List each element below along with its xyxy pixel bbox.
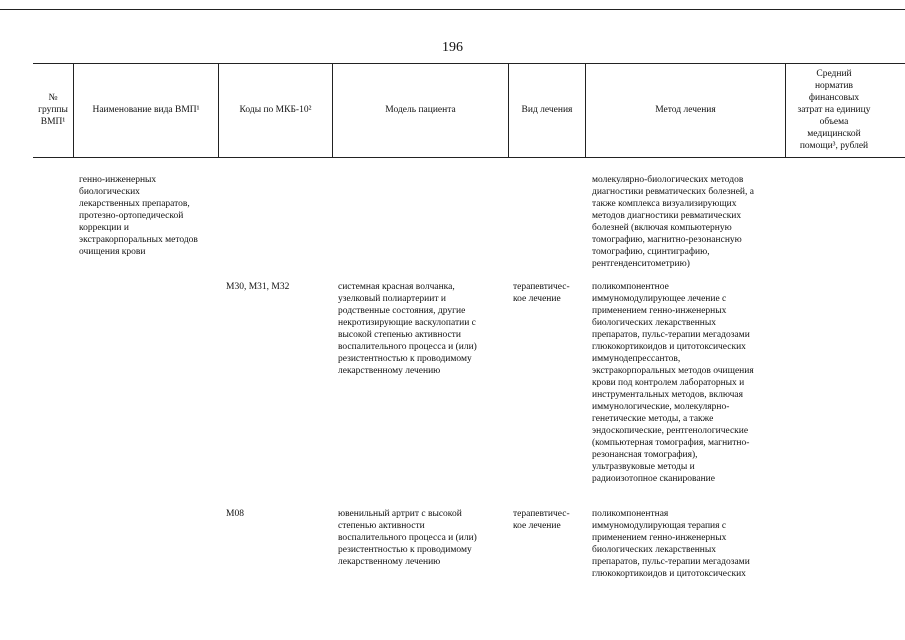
treatment-method-cell: молекулярно-биологических методов диагностики ревматических болезней, а также комплекса визуализирующих методов диагностики ревматических болезней (включая компьютерную томографию, магнитно-резонансную томографию, сцинтиграфию, рентгенденситометрию): [592, 175, 754, 269]
header-icd-codes: Коды по МКБ-10²: [239, 105, 312, 115]
icd-codes-cell: M08: [226, 509, 244, 519]
header-vmp-name: Наименование вида ВМП¹: [92, 105, 200, 115]
header-treatment-method: Метод лечения: [655, 105, 716, 115]
vmp-name-cell: генно-инженерных биологических лекарственных препаратов, протезно-ортопедической коррекции и экстракорпоральных методов очищения крови: [79, 175, 198, 257]
header-bottom-border: [33, 157, 905, 158]
patient-model-cell: ювенильный артрит с высокой степенью активности воспалительного процесса и (или) резистентностью к проводимому лекарственному лечению: [338, 509, 477, 567]
patient-model-cell: системная красная волчанка, узелковый полиартериит и родственные состояния, другие некротизирующие васкулопатии с высокой степенью активности воспалительного процесса и (или) резистентностью к проводимому лекарственному лечению: [338, 282, 477, 376]
header-group-number: № группы ВМП¹: [38, 93, 68, 127]
header-patient-model: Модель пациента: [385, 105, 456, 115]
treatment-method-cell: поликомпонентное иммуномодулирующее лечение с применением генно-инженерных биологических лекарственных препаратов, пульс-терапии мегадозами глюкокортикоидов и цитотоксических иммунодепрессантов, экстракорпоральных методов очищения крови под контролем лабораторных и инструментальных методов, включая иммунологические, молекулярно- генетические методы, а также эндоскопические, рентгенологические (компьютерная томография, магнитно- резонансная томография), ультразвуковые методы и радиоизотопное сканирование: [592, 282, 754, 484]
header-average-cost: Средний норматив финансовых затрат на единицу объема медицинской помощи³, рублей: [797, 69, 871, 151]
icd-codes-cell: M30, M31, M32: [226, 282, 290, 292]
treatment-method-cell: поликомпонентная иммуномодулирующая терапия с применением генно-инженерных биологических лекарственных препаратов, пульс-терапии мегадозами глюкокортикоидов и цитотоксических: [592, 509, 750, 579]
page-number: 196: [442, 40, 463, 55]
treatment-type-cell: терапевтичес- кое лечение: [513, 282, 570, 304]
header-treatment-type: Вид лечения: [521, 105, 573, 115]
treatment-type-cell: терапевтичес- кое лечение: [513, 509, 570, 531]
top-rule: [0, 9, 905, 10]
